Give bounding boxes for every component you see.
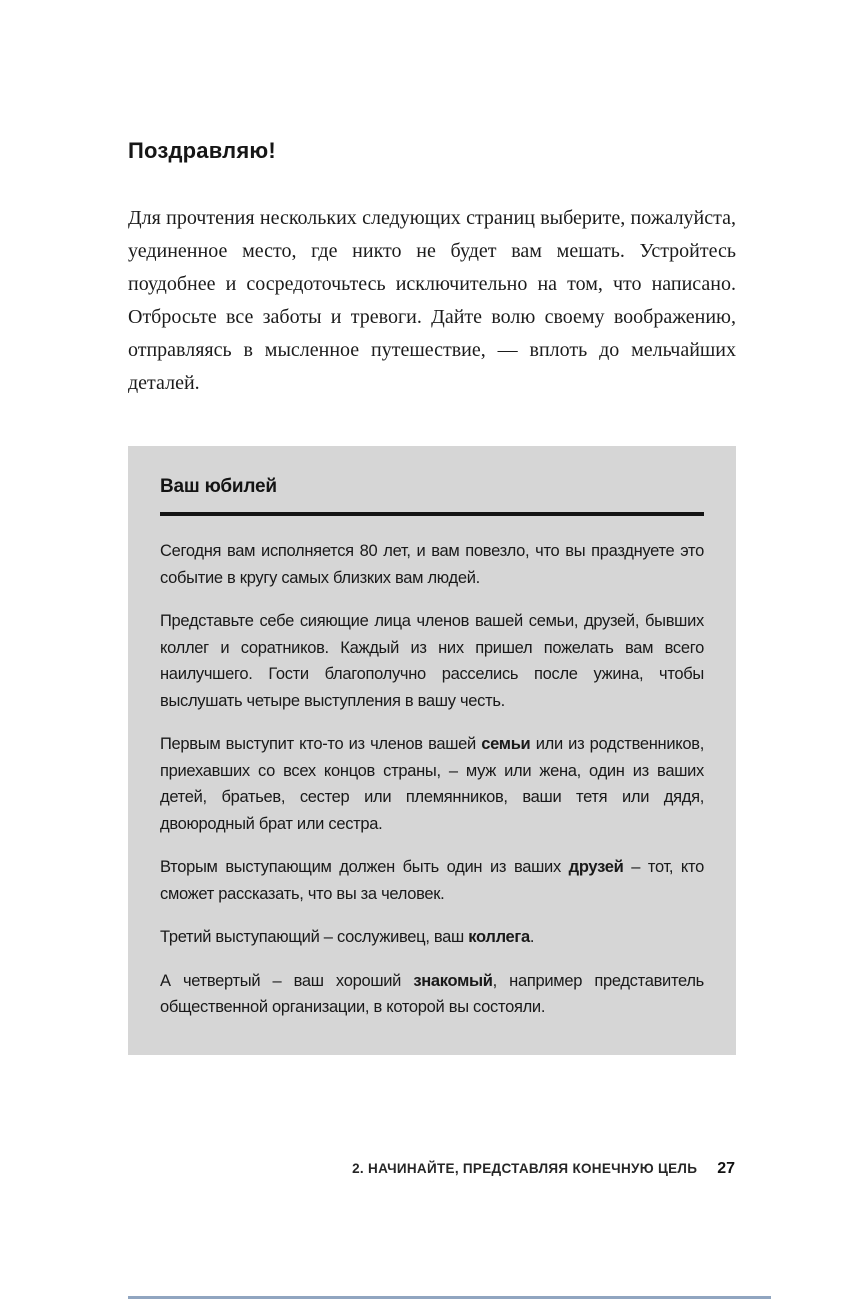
box-paragraphs (160, 538, 704, 1021)
page-heading: Поздравляю! (128, 138, 276, 163)
box-paragraph: Вторым выступающим должен быть один из ваших друзей – тот, кто сможет рассказать, что вы за человек. (160, 858, 704, 903)
page-content (128, 138, 736, 1055)
box-title: Ваш юбилей (160, 476, 277, 497)
running-chapter-title: 2. НАЧИНАЙТЕ, ПРЕДСТАВЛЯЯ КОНЕЧНУЮ ЦЕЛЬ (352, 1161, 698, 1176)
title-rule (160, 512, 704, 516)
page-footer (352, 1160, 735, 1178)
box-paragraph: А четвертый – ваш хороший знакомый, например представитель общественной организации, в которой вы состояли. (160, 971, 704, 1016)
anniversary-exercise-box (128, 446, 736, 1055)
box-paragraph: Представьте себе сияющие лица членов вашей семьи, друзей, бывших коллег и соратников. Каждый из них пришел пожелать вам всего наилучшего. Гости благополучно расселись после ужина, чтобы выслушать четыре выступления в вашу честь. (160, 612, 704, 710)
box-paragraph: Сегодня вам исполняется 80 лет, и вам повезло, что вы празднуете это событие в кругу самых близких вам людей. (160, 542, 704, 587)
intro-paragraph: Для прочтения нескольких следующих страниц выберите, пожалуйста, уединенное место, где никто не будет вам мешать. Устройтесь поудобнее и сосредоточьтесь исключительно на том, что написано. Отбросьте все заботы и тревоги. Дайте волю своему воображению, отправляясь в мысленное путешествие, — вплоть до мельчайших деталей. (128, 207, 736, 394)
box-paragraph: Первым выступит кто-то из членов вашей семьи или из родственников, приехавших со всех концов страны, – муж или жена, один из ваших детей, братьев, сестер или племянников, ваши тетя или дядя, двоюродный брат или сестра. (160, 735, 704, 833)
page-number: 27 (717, 1160, 735, 1177)
box-paragraph: Третий выступающий – сослуживец, ваш коллега. (160, 928, 535, 946)
